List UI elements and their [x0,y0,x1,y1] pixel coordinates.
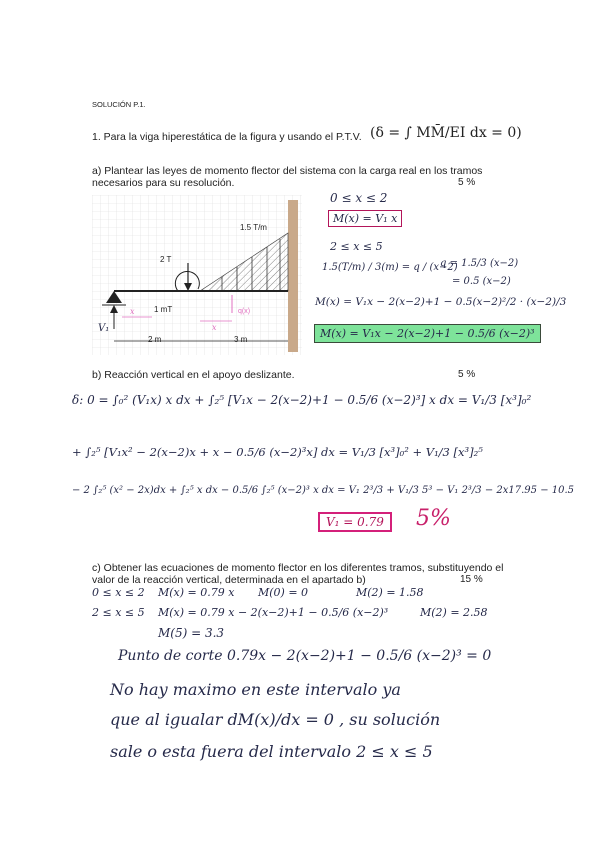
part-a-text-line2: necesarios para su resolución. [92,177,235,189]
hw-b-score: 5% [416,506,451,531]
hw-b-line-3: − 2 ∫₂⁵ (x² − 2x)dx + ∫₂⁵ x dx − 0.5/6 ∫₂⁵ (x−2)³ x dx = V₁ 2³/3 + V₁/3 5³ − V₁ 2³/3 − 2x17.95 − 10.5 [72,485,575,496]
hw-range-1: 0 ≤ x ≤ 2 [330,191,388,205]
wall [288,200,298,352]
hw-c-p2: No hay maximo en este intervalo ya [110,680,401,699]
hw-c-range-1: 0 ≤ x ≤ 2 [92,586,145,599]
dim-label-1: 2 m [148,335,162,344]
hw-c-p3: que al igualar dM(x)/dx = 0 , su solución [110,710,441,729]
part-c-percent: 15 % [460,574,483,585]
part-b-percent: 5 % [458,369,476,380]
hw-b-result: V₁ = 0.79 [318,512,392,532]
part-c-text-line2: valor de la reacción vertical, determinada en el apartado b) [92,574,366,586]
beam-diagram [92,195,302,355]
ptv-formula: (δ = ∫ MM̄/EI dx = 0) [370,125,522,141]
hw-moment-box-1: M(x) = V₁ x [328,210,402,227]
hw-c-m1: M(x) = 0.79 x [158,586,235,599]
question-prompt: 1. Para la viga hiperestática de la figura y usando el P.T.V. [92,131,362,143]
x-label: x [212,323,217,332]
reaction-label: V₁ [98,323,110,334]
part-c-text-line1: c) Obtener las ecuaciones de momento flector en los diferentes tramos, substituyendo el [92,562,504,574]
hw-c-m2-range2: M(2) = 2.58 [420,606,488,619]
hw-c-m2: M(2) = 1.58 [356,586,424,599]
force-label: 2 T [160,255,172,264]
hw-b-line-2: + ∫₂⁵ [V₁x² − 2(x−2)x + x − 0.5/6 (x−2)³x] dx = V₁/3 [x³]₀² + V₁/3 [x³]₂⁵ [72,445,483,459]
part-a-percent: 5 % [458,177,476,188]
hw-b-line-1: δ: 0 = ∫₀² (V₁x) x dx + ∫₂⁵ [V₁x − 2(x−2)+1 − 0.5/6 (x−2)³] x dx = V₁/3 [x³]₀² [72,393,532,407]
q-label: q(x) [238,308,251,315]
part-b-title: b) Reacción vertical en el apoyo deslizante. [92,369,295,381]
beam-figure [92,195,302,355]
hw-q-eq-2: = 0.5 (x−2) [452,276,511,287]
dim-label-2: 3 m [234,335,248,344]
part-a-text-line1: a) Plantear las leyes de momento flector del sistema con la carga real en los tramos [92,165,483,177]
hw-c-range-2: 2 ≤ x ≤ 5 [92,606,145,619]
hw-c-m-range2: M(x) = 0.79 x − 2(x−2)+1 − 0.5/6 (x−2)³ [158,606,389,619]
hw-range-2: 2 ≤ x ≤ 5 [330,240,383,253]
hw-c-p4: sale o esta fuera del intervalo 2 ≤ x ≤ 5 [110,742,433,761]
hw-q-eq-1: q = 1.5/3 (x−2) [440,258,519,269]
hw-c-m5: M(5) = 3.3 [158,626,225,640]
hw-c-p1: Punto de corte 0.79x − 2(x−2)+1 − 0.5/6 (x−2)³ = 0 [118,648,492,664]
hw-moment-result-green: M(x) = V₁x − 2(x−2)+1 − 0.5/6 (x−2)³ [314,324,541,343]
moment-label: 1 mT [154,305,173,314]
hw-c-m0: M(0) = 0 [258,586,309,599]
hw-moment-eq: M(x) = V₁x − 2(x−2)+1 − 0.5(x−2)²/2 · (x−2)/3 [315,296,567,308]
load-label: 1.5 T/m [240,223,267,232]
solution-title: SOLUCIÓN P.1. [92,100,146,109]
x-label-2: x [130,307,135,316]
hw-ratio: 1.5(T/m) / 3(m) = q / (x−2) [322,262,458,273]
